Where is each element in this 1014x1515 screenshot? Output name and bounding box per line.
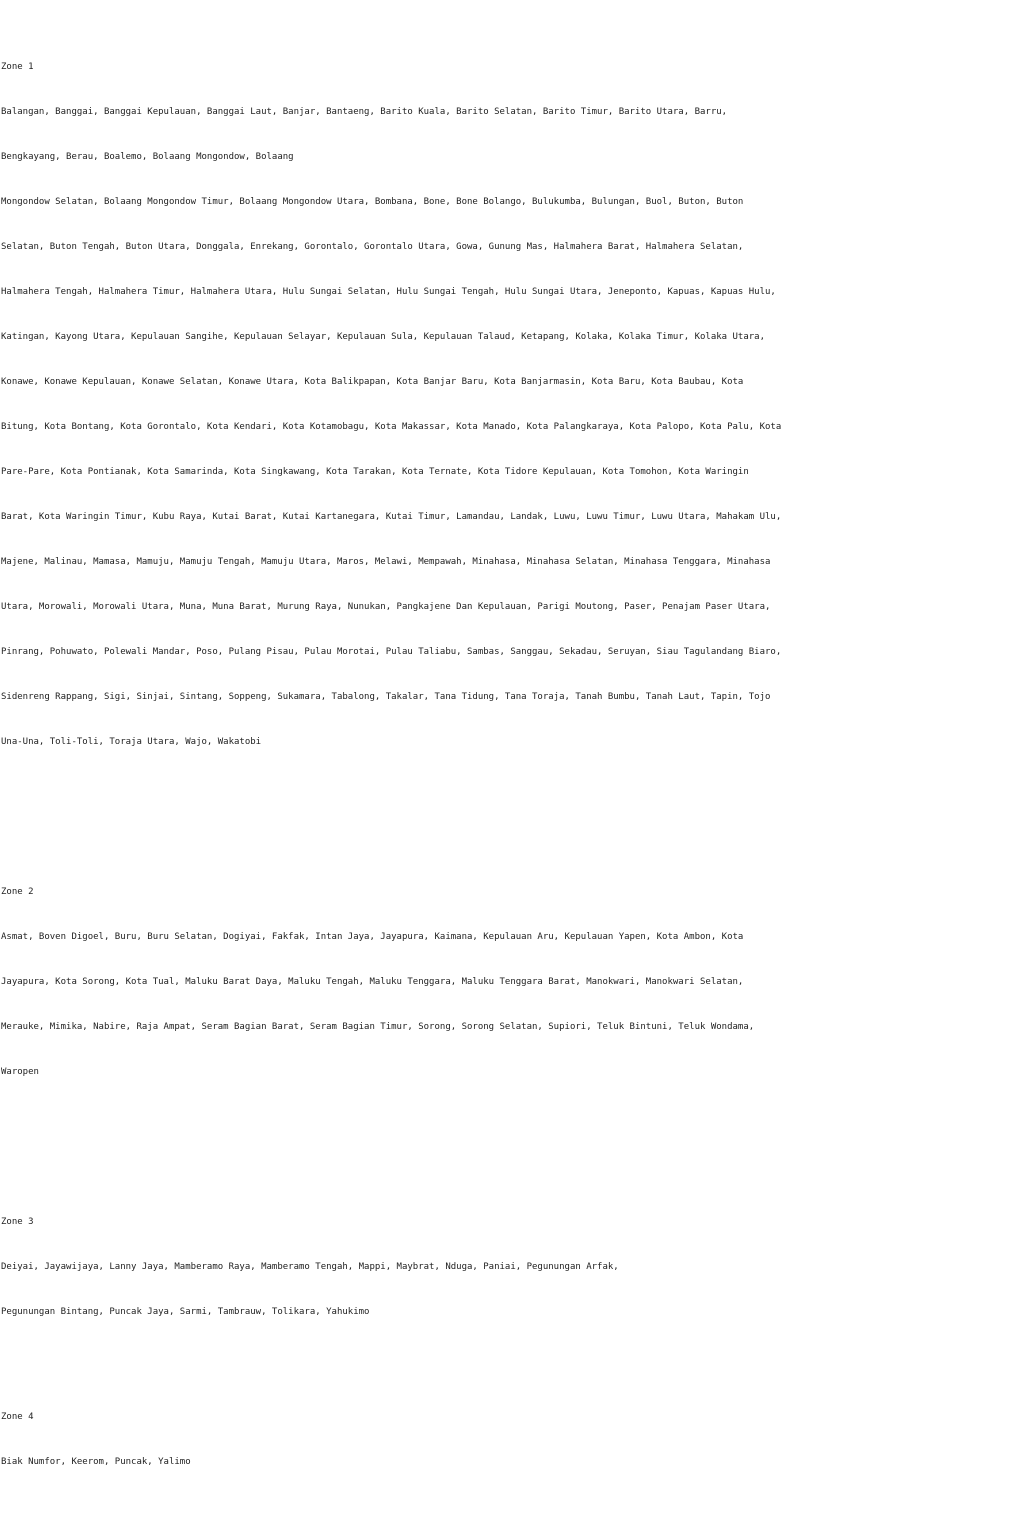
zone-line: Utara, Morowali, Morowali Utara, Muna, Muna Barat, Murung Raya, Nunukan, Pangkajene Dan Kepulauan, Parigi Moutong, Paser, Penajam Paser Utara, (1, 602, 771, 612)
spacer-line (1, 810, 1014, 825)
zone-line: Balangan, Banggai, Banggai Kepulauan, Banggai Laut, Banjar, Bantaeng, Barito Kuala, Barito Selatan, Barito Timur, Barito Utara, Barru, (1, 107, 728, 117)
zone-section-3 (1, 1185, 1014, 1350)
zone-line: Selatan, Buton Tengah, Buton Utara, Donggala, Enrekang, Gorontalo, Gorontalo Utara, Gowa, Gunung Mas, Halmahera Barat, Halmahera Selatan, (1, 242, 744, 252)
zone-section-1 (1, 30, 1014, 780)
zone-line: Una-Una, Toli-Toli, Toraja Utara, Wajo, Wakatobi (1, 737, 262, 747)
spacer-line (1, 1140, 1014, 1155)
zone-line: Merauke, Mimika, Nabire, Raja Ampat, Seram Bagian Barat, Seram Bagian Timur, Sorong, Sorong Selatan, Supiori, Teluk Bintuni, Teluk Wondama, (1, 1022, 755, 1032)
zone-section-4 (1, 1380, 1014, 1500)
zone-line: Pinrang, Pohuwato, Polewali Mandar, Poso, Pulang Pisau, Pulau Morotai, Pulau Taliabu, Sambas, Sanggau, Sekadau, Seruyan, Siau Tagulandang Biaro, (1, 647, 782, 657)
zone-line: Majene, Malinau, Mamasa, Mamuju, Mamuju Tengah, Mamuju Utara, Maros, Melawi, Mempawah, Minahasa, Minahasa Selatan, Minahasa Tenggara, Minahasa (1, 557, 771, 567)
zone-line: Waropen (1, 1067, 39, 1077)
zone-line: Asmat, Boven Digoel, Buru, Buru Selatan, Dogiyai, Fakfak, Intan Jaya, Jayapura, Kaimana, Kepulauan Aru, Kepulauan Yapen, Kota Ambon, Kota (1, 932, 744, 942)
zone-line: Barat, Kota Waringin Timur, Kubu Raya, Kutai Barat, Kutai Kartanegara, Kutai Timur, Lamandau, Landak, Luwu, Luwu Timur, Luwu Utara, Mahakam Ulu, (1, 512, 782, 522)
zone-title: Zone 2 (1, 887, 34, 897)
zone-line: Biak Numfor, Keerom, Puncak, Yalimo (1, 1457, 191, 1467)
zone-line: Mongondow Selatan, Bolaang Mongondow Timur, Bolaang Mongondow Utara, Bombana, Bone, Bone Bolango, Bulukumba, Bulungan, Buol, Buton, Buton (1, 197, 744, 207)
zone-line: Bitung, Kota Bontang, Kota Gorontalo, Kota Kendari, Kota Kotamobagu, Kota Makassar, Kota Manado, Kota Palangkaraya, Kota Palopo, Kota Palu, Kota (1, 422, 782, 432)
zone-line: Bengkayang, Berau, Boalemo, Bolaang Mongondow, Bolaang (1, 152, 294, 162)
zone-line: Jayapura, Kota Sorong, Kota Tual, Maluku Barat Daya, Maluku Tengah, Maluku Tenggara, Maluku Tenggara Barat, Manokwari, Manokwari Selatan, (1, 977, 744, 987)
zone-line: Katingan, Kayong Utara, Kepulauan Sangihe, Kepulauan Selayar, Kepulauan Sula, Kepulauan Talaud, Ketapang, Kolaka, Kolaka Timur, Kolaka Utara, (1, 332, 766, 342)
zone-line: Pegunungan Bintang, Puncak Jaya, Sarmi, Tambrauw, Tolikara, Yahukimo (1, 1307, 370, 1317)
zone-section-2 (1, 855, 1014, 1110)
zone-title: Zone 3 (1, 1217, 34, 1227)
zone-line: Konawe, Konawe Kepulauan, Konawe Selatan, Konawe Utara, Kota Balikpapan, Kota Banjar Baru, Kota Banjarmasin, Kota Baru, Kota Baubau, Kota (1, 377, 744, 387)
zone-line: Pare-Pare, Kota Pontianak, Kota Samarinda, Kota Singkawang, Kota Tarakan, Kota Ternate, Kota Tidore Kepulauan, Kota Tomohon, Kota Waringin (1, 467, 749, 477)
zone-title: Zone 4 (1, 1412, 34, 1422)
zone-line: Halmahera Tengah, Halmahera Timur, Halmahera Utara, Hulu Sungai Selatan, Hulu Sungai Tengah, Hulu Sungai Utara, Jeneponto, Kapuas, Kapuas Hulu, (1, 287, 776, 297)
zone-title: Zone 1 (1, 62, 34, 72)
zone-line: Deiyai, Jayawijaya, Lanny Jaya, Mamberamo Raya, Mamberamo Tengah, Mappi, Maybrat, Nduga, Paniai, Pegunungan Arfak, (1, 1262, 619, 1272)
zone-line: Sidenreng Rappang, Sigi, Sinjai, Sintang, Soppeng, Sukamara, Tabalong, Takalar, Tana Tidung, Tana Toraja, Tanah Bumbu, Tanah Laut, Tapin, Tojo (1, 692, 771, 702)
